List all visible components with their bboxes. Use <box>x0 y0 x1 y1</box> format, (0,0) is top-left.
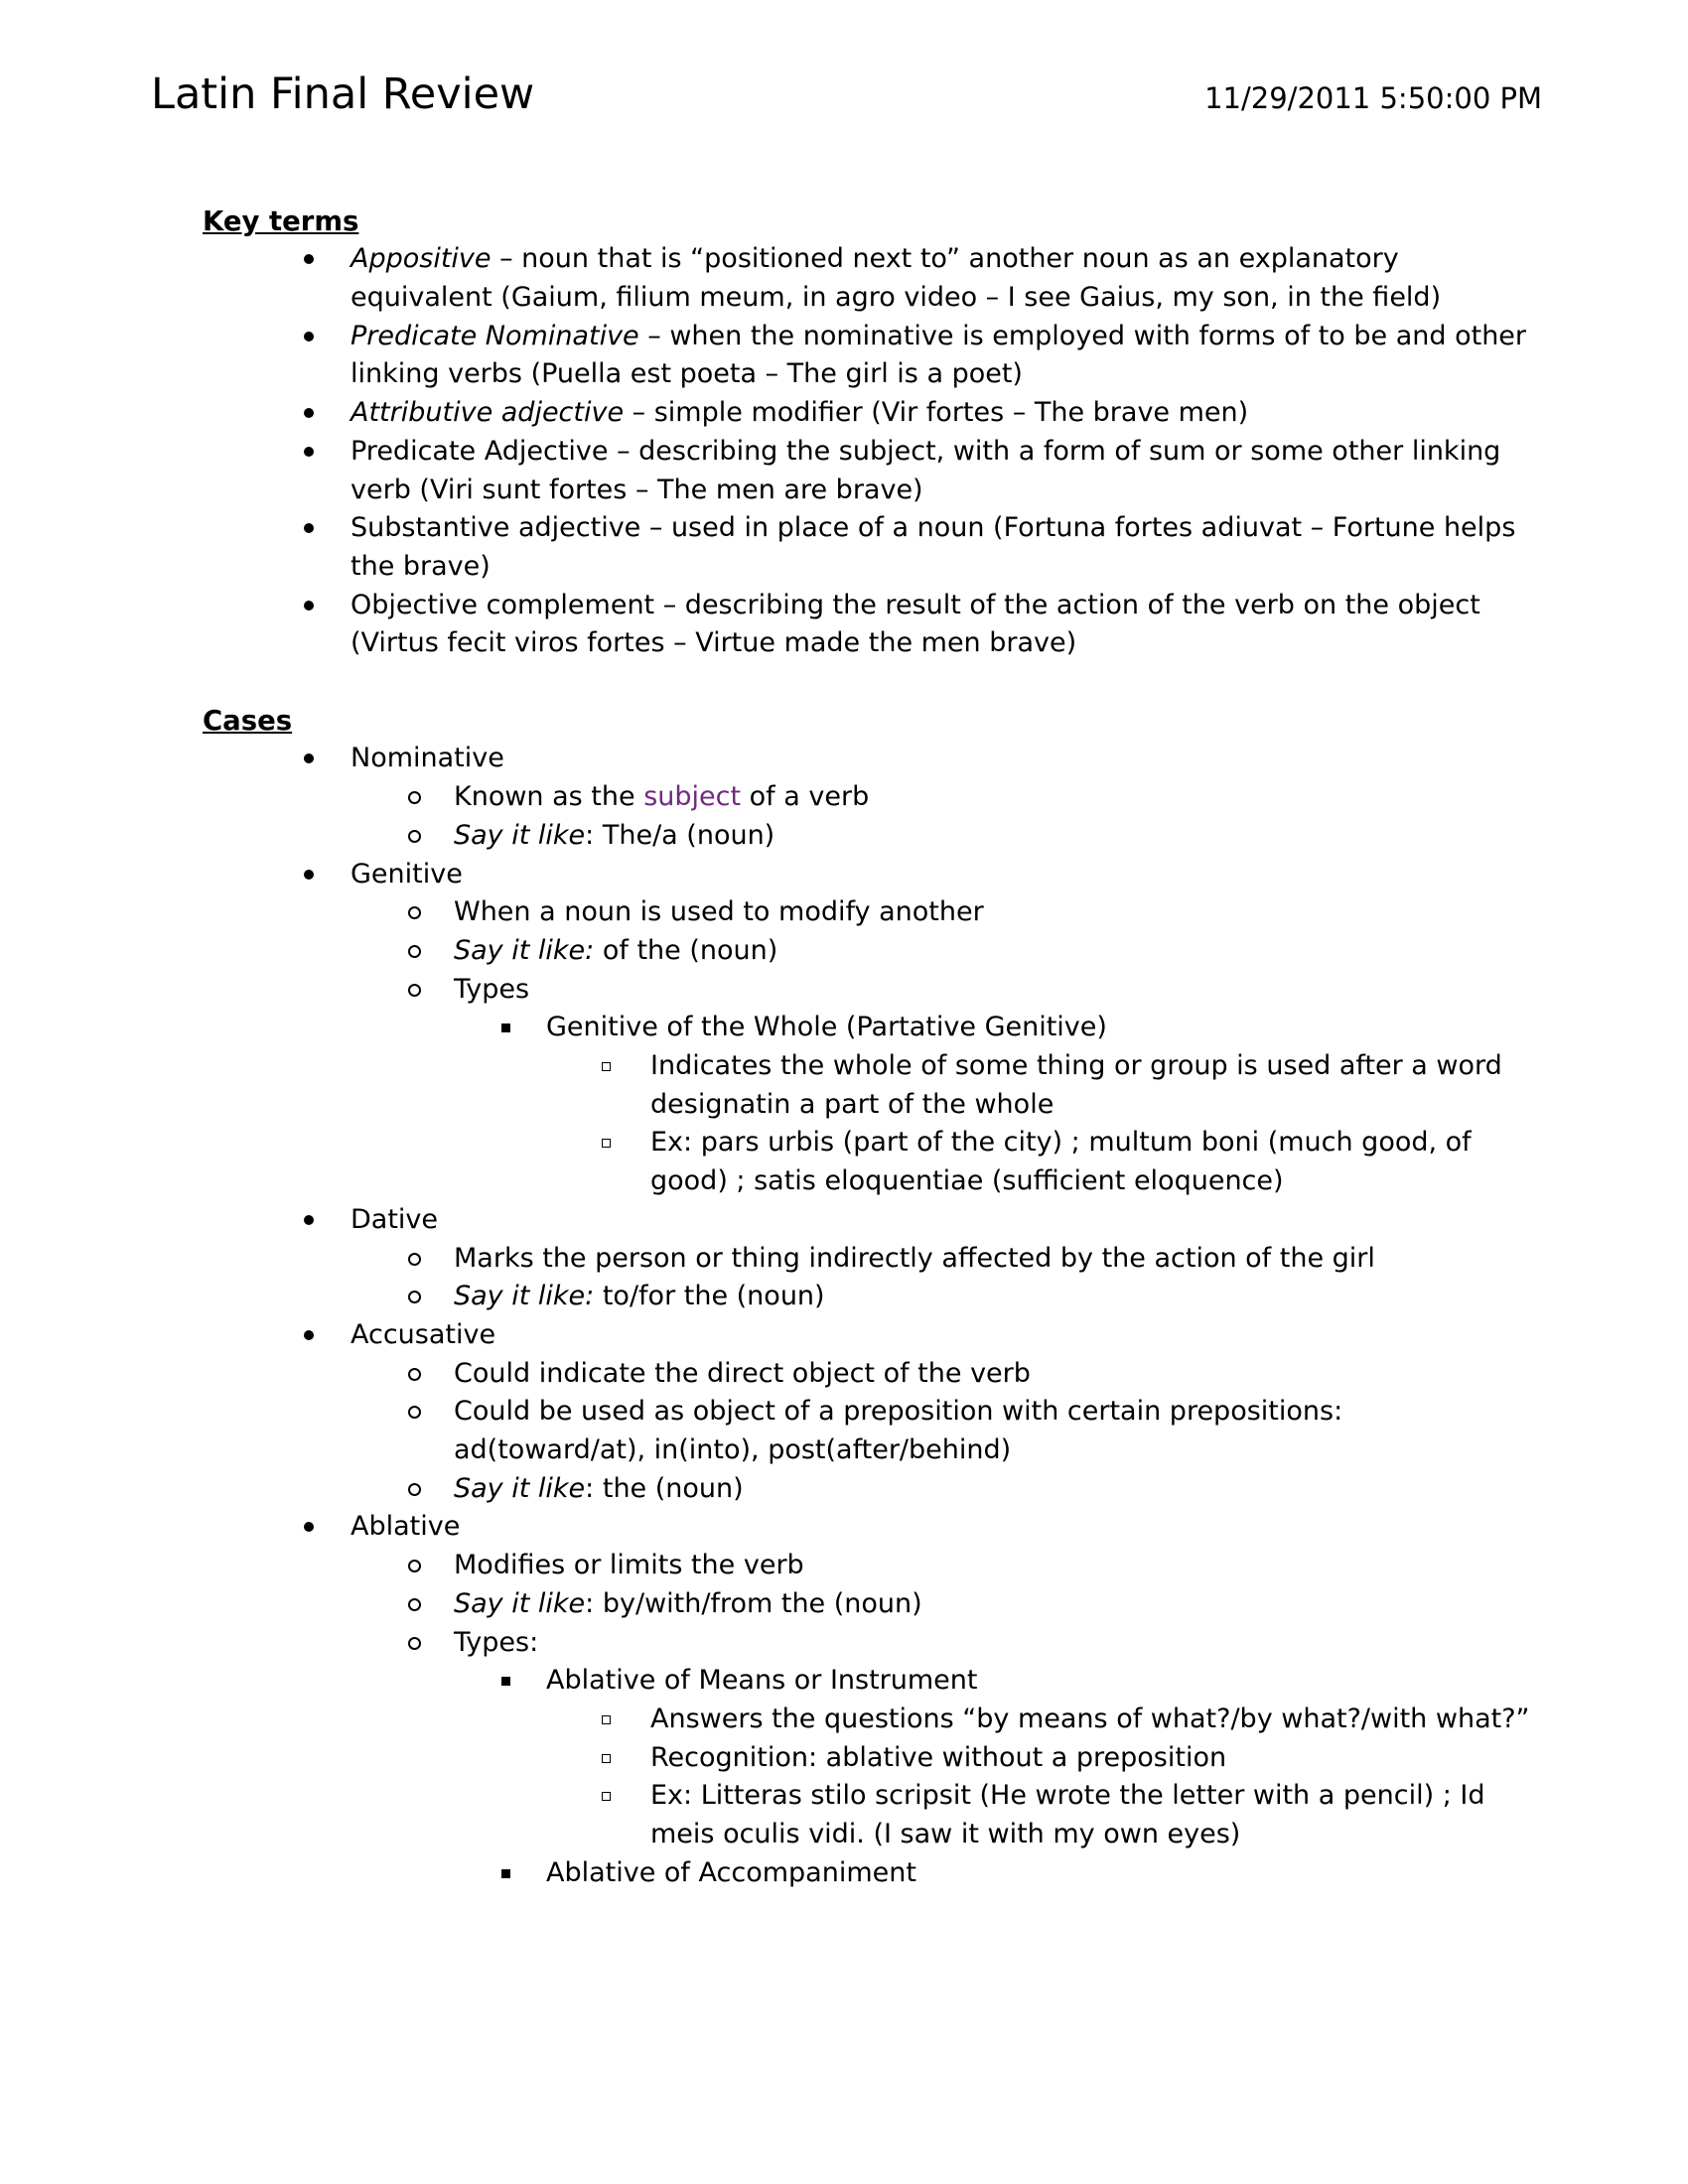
bullet-box <box>602 1047 650 1071</box>
bullet-box <box>304 1316 351 1340</box>
bullet-disc-icon <box>304 601 314 611</box>
text-segment: Say it like: <box>454 934 595 966</box>
bullet-box <box>408 778 454 804</box>
text-segment: to/for the (noun) <box>594 1281 825 1312</box>
list-item <box>0 1316 1539 1355</box>
text-segment: Predicate Nominative <box>351 320 639 351</box>
bullet-box <box>408 1585 454 1611</box>
list-item-text <box>351 433 1539 509</box>
list-item-text <box>454 1240 1539 1279</box>
bullet-circle-icon <box>408 1560 421 1572</box>
text-segment: Indicates the whole of some thing or group is used after a word designatin a part of the whole <box>650 1050 1502 1120</box>
text-segment: Say it like <box>454 1587 586 1619</box>
bullet-circle-icon <box>408 1253 421 1266</box>
text-segment: – noun that is “positioned next to” another noun as an explanatory equivalent (Gaium, filium meum, in agro video – I see Gaius, my son, in the field) <box>351 243 1442 313</box>
section <box>0 702 1539 1893</box>
list-item <box>0 587 1539 663</box>
bullet-circle-icon <box>408 1368 421 1381</box>
text-segment: Ablative of Accompaniment <box>546 1856 916 1888</box>
bullet-box <box>408 1624 454 1650</box>
list-item <box>0 1662 1539 1701</box>
bullet-box <box>408 1547 454 1572</box>
bullet-box <box>602 1739 650 1763</box>
list-item <box>0 1854 1539 1893</box>
list-item <box>0 1047 1539 1124</box>
list-item <box>0 1201 1539 1240</box>
text-segment: Could indicate the direct object of the verb <box>454 1357 1031 1389</box>
list-item-text <box>454 1547 1539 1585</box>
bullet-box <box>501 1009 546 1032</box>
text-segment: Predicate Adjective – describing the subject, with a form of sum or some other linking verb (Viri sunt fortes – The men are brave) <box>351 435 1501 505</box>
bullet-box <box>408 1393 454 1419</box>
list-item-text <box>351 856 1539 894</box>
text-segment: Answers the questions “by means of what?/by what?/with what?” <box>650 1704 1530 1734</box>
text-segment: When a noun is used to modify another <box>454 896 984 928</box>
list-item-text <box>454 1393 1539 1469</box>
bullet-disc-icon <box>304 332 314 341</box>
list-item <box>0 932 1539 971</box>
bullet-disc-icon <box>304 870 314 880</box>
bullet-box <box>501 1662 546 1686</box>
bullet-box <box>408 817 454 843</box>
bullet-hollow-square-icon <box>602 1792 611 1801</box>
bullet-box <box>304 394 351 418</box>
text-segment: Substantive adjective – used in place of a noun (Fortuna fortes adiuvat – Fortune helps the brave) <box>351 512 1516 582</box>
text-segment: : The/a (noun) <box>585 819 775 851</box>
list-item-text <box>351 318 1539 394</box>
list-item <box>0 740 1539 778</box>
list-item-text <box>351 1316 1539 1355</box>
bullet-box <box>304 240 351 264</box>
list-item <box>0 856 1539 894</box>
text-segment: Genitive <box>351 858 463 889</box>
text-segment: Marks the person or thing indirectly affected by the action of the girl <box>454 1242 1375 1274</box>
text-segment: Accusative <box>351 1318 496 1350</box>
text-segment: Modifies or limits the verb <box>454 1550 804 1581</box>
text-segment: Dative <box>351 1203 439 1235</box>
bullet-hollow-square-icon <box>602 1754 611 1763</box>
list-item <box>0 778 1539 817</box>
list-item <box>0 1124 1539 1200</box>
text-segment: Types: <box>454 1626 539 1658</box>
list-item <box>0 1470 1539 1509</box>
bullet-box <box>408 893 454 919</box>
section <box>0 203 1539 663</box>
text-segment: Ablative <box>351 1511 461 1543</box>
list-item-text <box>351 240 1539 317</box>
bullet-circle-icon <box>408 1598 421 1611</box>
list-item <box>0 1009 1539 1047</box>
list-item <box>0 1701 1539 1739</box>
bullet-circle-icon <box>408 984 421 997</box>
bullet-box <box>304 433 351 457</box>
list-item-text <box>650 1047 1539 1124</box>
bullet-hollow-square-icon <box>602 1062 611 1071</box>
list-item-text <box>546 1662 1539 1701</box>
text-segment: Could be used as object of a preposition with certain prepositions: ad(toward/at), in(into), post(after/behind) <box>454 1396 1343 1466</box>
list-item-text <box>351 1508 1539 1547</box>
list-item-text <box>650 1739 1539 1778</box>
bullet-square-icon <box>501 1677 510 1686</box>
bullet-box <box>602 1701 650 1724</box>
text-segment: Say it like: <box>454 1281 595 1312</box>
list-item <box>0 1777 1539 1853</box>
list-item-text <box>454 778 1539 817</box>
bullet-box <box>304 587 351 611</box>
text-segment: Ex: pars urbis (part of the city) ; multum boni (much good, of good) ; satis eloquentiae (sufficient eloquence) <box>650 1127 1472 1197</box>
list-item-text <box>650 1701 1539 1739</box>
list-item <box>0 893 1539 932</box>
bullet-box <box>501 1854 546 1878</box>
list-item <box>0 433 1539 509</box>
list-item-text <box>454 817 1539 856</box>
bullet-box <box>304 856 351 880</box>
bullet-circle-icon <box>408 1637 421 1650</box>
bullet-circle-icon <box>408 791 421 804</box>
text-segment: Known as the <box>454 781 644 813</box>
list-item-text <box>454 1470 1539 1509</box>
bullet-box <box>408 971 454 997</box>
list-item-text <box>650 1777 1539 1853</box>
bullet-box <box>408 1470 454 1496</box>
bullet-box <box>408 1278 454 1303</box>
text-segment: Genitive of the Whole (Partative Genitive) <box>546 1012 1107 1043</box>
bullet-box <box>304 1201 351 1225</box>
bullet-disc-icon <box>304 408 314 418</box>
bullet-square-icon <box>501 1869 510 1878</box>
list-item-text <box>351 1201 1539 1240</box>
list-item <box>0 240 1539 317</box>
list-item-text <box>351 394 1539 433</box>
list-item <box>0 394 1539 433</box>
list-item <box>0 971 1539 1010</box>
list-item-text <box>454 1585 1539 1624</box>
text-segment: Say it like <box>454 1472 586 1504</box>
section-heading: Cases <box>203 704 293 737</box>
text-segment: of the (noun) <box>594 934 778 966</box>
list-item-text <box>454 932 1539 971</box>
page-title: Latin Final Review <box>151 69 535 119</box>
bullet-hollow-square-icon <box>602 1715 611 1724</box>
list-item-text <box>546 1009 1539 1047</box>
bullet-disc-icon <box>304 1330 314 1340</box>
list-item-text <box>454 1355 1539 1394</box>
text-segment: Appositive <box>351 243 492 275</box>
list-item <box>0 1355 1539 1394</box>
list-item <box>0 1278 1539 1316</box>
highlighted-word: subject <box>643 781 742 813</box>
text-segment: : by/with/from the (noun) <box>585 1587 922 1619</box>
bullet-disc-icon <box>304 753 314 763</box>
text-segment: Types <box>454 973 530 1005</box>
list-item-text <box>454 971 1539 1010</box>
bullet-box <box>304 318 351 341</box>
bullet-box <box>408 932 454 958</box>
bullet-disc-icon <box>304 1522 314 1532</box>
text-segment: Say it like <box>454 819 586 851</box>
bullet-disc-icon <box>304 254 314 264</box>
list-item <box>0 1240 1539 1279</box>
bullet-circle-icon <box>408 830 421 843</box>
text-segment: Recognition: ablative without a preposition <box>650 1741 1227 1773</box>
list-item-text <box>351 587 1539 663</box>
document-body <box>0 203 1539 1893</box>
bullet-disc-icon <box>304 447 314 457</box>
list-item-text <box>351 509 1539 586</box>
list-item-text <box>546 1854 1539 1893</box>
text-segment: Objective complement – describing the result of the action of the verb on the object (Virtus fecit viros fortes – Virtue made the men brave) <box>351 589 1480 659</box>
list-item <box>0 1393 1539 1469</box>
list-item-text <box>351 740 1539 778</box>
list-item-text <box>454 893 1539 932</box>
text-segment: – when the nominative is employed with forms of to be and other linking verbs (Puella est poeta – The girl is a poet) <box>351 320 1527 390</box>
bullet-circle-icon <box>408 1406 421 1419</box>
bullet-box <box>304 509 351 533</box>
bullet-square-icon <box>501 1024 510 1032</box>
document-header <box>151 69 1542 121</box>
list-item <box>0 1585 1539 1624</box>
list-item <box>0 318 1539 394</box>
text-segment: Nominative <box>351 743 504 774</box>
bullet-disc-icon <box>304 523 314 533</box>
bullet-hollow-square-icon <box>602 1139 611 1148</box>
list-item <box>0 1624 1539 1663</box>
section-heading: Key terms <box>203 205 359 237</box>
bullet-box <box>602 1124 650 1148</box>
text-segment: Ex: Litteras stilo scripsit (He wrote the letter with a pencil) ; Id meis oculis vidi. (I saw it with my own eyes) <box>650 1780 1485 1850</box>
text-segment: – simple modifier (Vir fortes – The brave men) <box>624 397 1249 429</box>
bullet-box <box>408 1355 454 1381</box>
list-item <box>0 1508 1539 1547</box>
bullet-circle-icon <box>408 906 421 919</box>
text-segment: Attributive adjective <box>351 397 625 429</box>
bullet-disc-icon <box>304 1215 314 1225</box>
bullet-box <box>304 740 351 763</box>
timestamp: 11/29/2011 5:50:00 PM <box>1204 81 1542 115</box>
list-item <box>0 509 1539 586</box>
text-segment: of a verb <box>741 781 870 813</box>
list-item-text <box>454 1278 1539 1316</box>
list-item <box>0 1739 1539 1778</box>
bullet-circle-icon <box>408 1483 421 1496</box>
bullet-circle-icon <box>408 1291 421 1303</box>
bullet-circle-icon <box>408 945 421 958</box>
list-item-text <box>454 1624 1539 1663</box>
text-segment: : the (noun) <box>585 1472 744 1504</box>
list-item-text <box>650 1124 1539 1200</box>
text-segment: Ablative of Means or Instrument <box>546 1665 978 1697</box>
list-item <box>0 817 1539 856</box>
bullet-box <box>408 1240 454 1266</box>
bullet-box <box>602 1777 650 1801</box>
list-item <box>0 1547 1539 1585</box>
bullet-box <box>304 1508 351 1532</box>
